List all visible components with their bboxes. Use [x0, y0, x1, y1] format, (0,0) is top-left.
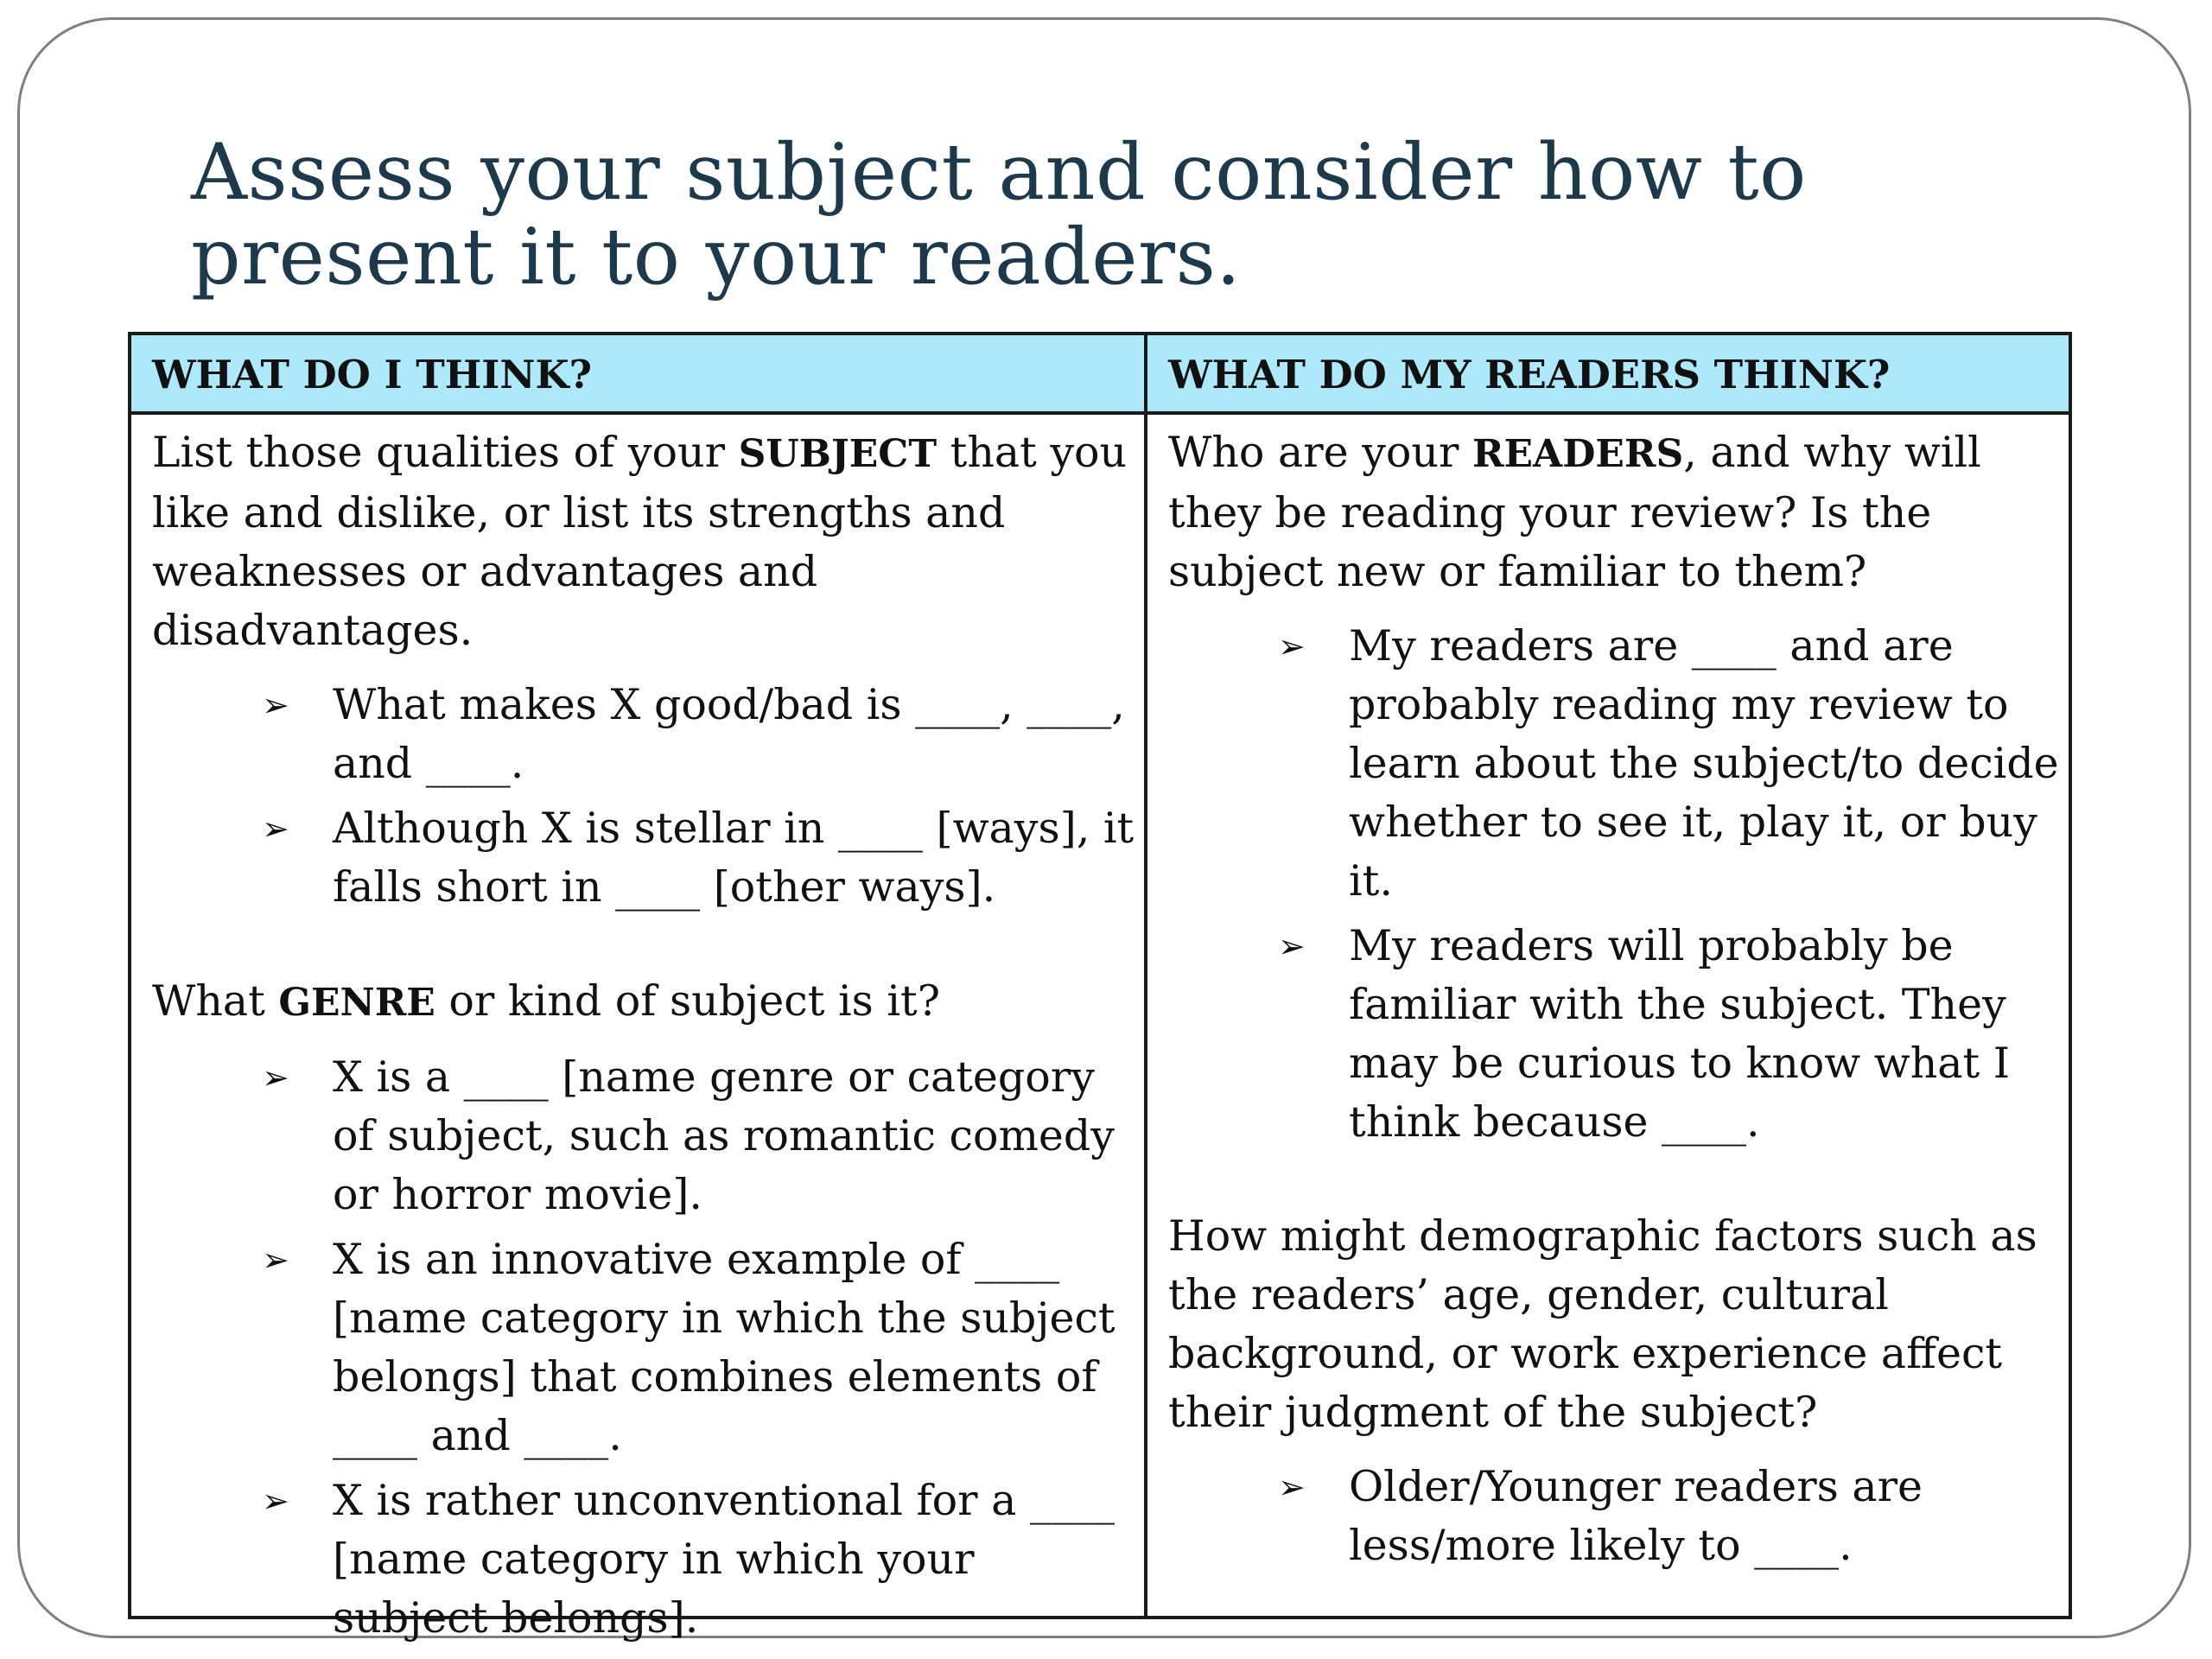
list-item [262, 676, 1137, 793]
arrowhead-bullet-icon: ➢ [262, 686, 289, 724]
list-item [1278, 917, 2062, 1152]
bullet-text: What makes X good/bad is ____, ____, and ____. [333, 680, 1125, 788]
bullet-text: My readers will probably be familiar with the subject. They may be curious to know what I think because ____. [1349, 921, 2011, 1147]
list-item [262, 1230, 1137, 1465]
prompt-text: List those qualities of your [152, 428, 739, 477]
prompt-text: Who are your [1168, 428, 1472, 477]
arrowhead-bullet-icon: ➢ [1278, 927, 1306, 965]
arrowhead-bullet-icon: ➢ [1278, 627, 1306, 665]
readers-bullet-list [1168, 617, 2062, 1152]
comparison-table [128, 332, 2072, 1643]
demographics-bullet-list [1168, 1458, 2062, 1575]
bullet-text: My readers are ____ and are probably reading my review to learn about the subject/to decide whether to see it, play it, or buy it. [1349, 621, 2059, 906]
genre-bullet-list [152, 1048, 1137, 1648]
bullet-text: X is a ____ [name genre or category of subject, such as romantic comedy or horror movie]. [333, 1052, 1115, 1219]
column-header-self: WHAT DO I THINK? [131, 335, 1147, 415]
column-body-readers [1147, 415, 2069, 1616]
demographics-prompt [1168, 1207, 2062, 1442]
genre-prompt [152, 972, 1137, 1033]
arrowhead-bullet-icon: ➢ [262, 1058, 289, 1096]
keyword-readers: READERS [1471, 432, 1684, 476]
subject-bullet-list [152, 676, 1137, 917]
column-body-self [131, 415, 1147, 1643]
prompt-text: How might demographic factors such as the readers’ age, gender, cultural background, or work experience affect their judgment of the subject? [1168, 1211, 2037, 1437]
subject-prompt [152, 423, 1137, 660]
prompt-text: What [152, 976, 279, 1026]
bullet-text: X is an innovative example of ____ [name category in which the subject belongs] that combines elements of ____ and ____. [333, 1235, 1116, 1460]
list-item [262, 799, 1137, 917]
arrowhead-bullet-icon: ➢ [262, 810, 289, 848]
bullet-text: Older/Younger readers are less/more likely to ____. [1349, 1462, 1923, 1570]
list-item [262, 1471, 1137, 1648]
page-title: Assess your subject and consider how to present it to your readers. [191, 127, 1807, 302]
list-item [1278, 617, 2062, 911]
prompt-text: or kind of subject is it? [435, 976, 940, 1026]
keyword-genre: GENRE [278, 981, 435, 1025]
arrowhead-bullet-icon: ➢ [262, 1482, 289, 1520]
keyword-subject: SUBJECT [738, 432, 938, 476]
list-item [1278, 1458, 2062, 1575]
readers-prompt [1168, 423, 2062, 601]
prompt-text: that you like and dislike, or list its strengths and weaknesses or advantages and disadvantages. [152, 428, 1128, 655]
arrowhead-bullet-icon: ➢ [1278, 1468, 1306, 1506]
bullet-text: Although X is stellar in ____ [ways], it falls short in ____ [other ways]. [333, 804, 1135, 912]
prompt-text: , and why will they be reading your review? Is the subject new or familiar to them? [1168, 428, 1981, 596]
column-header-readers: WHAT DO MY READERS THINK? [1147, 335, 2069, 415]
arrowhead-bullet-icon: ➢ [262, 1241, 289, 1279]
list-item [262, 1048, 1137, 1224]
bullet-text: X is rather unconventional for a ____ [name category in which your subject belongs]. [333, 1476, 1115, 1643]
